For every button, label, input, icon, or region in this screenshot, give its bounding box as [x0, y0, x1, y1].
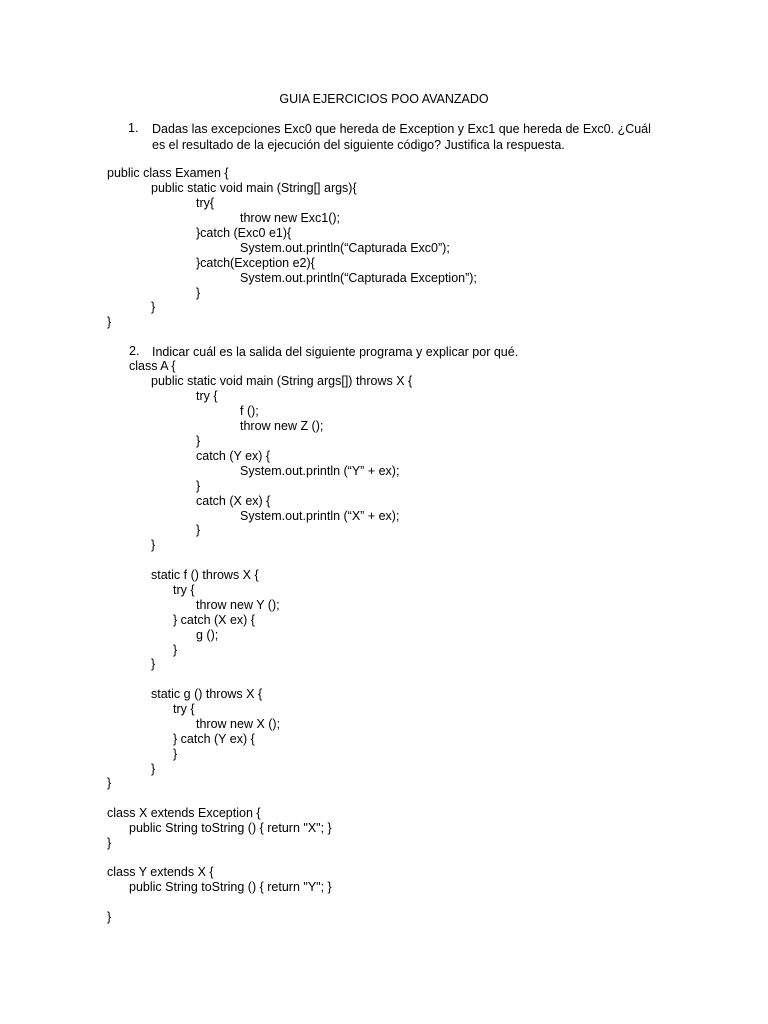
q1-code-line: System.out.println(“Capturada Exc0”);	[240, 241, 450, 255]
q1-code-line: public static void main (String[] args){	[151, 181, 357, 195]
q2-code-line: }	[196, 434, 201, 448]
q2-code-line: }	[151, 762, 156, 776]
q2-code-line: } catch (X ex) {	[173, 613, 255, 627]
q1-code-line: }catch (Exc0 e1){	[196, 226, 292, 240]
q2-code-line: g ();	[196, 628, 219, 642]
q2-code-line: catch (Y ex) {	[196, 449, 271, 463]
q2-code-line: }	[107, 836, 112, 850]
q2-code-line: throw new Z ();	[240, 419, 324, 433]
q2-code-line: catch (X ex) {	[196, 494, 271, 508]
question-1-number: 1.	[128, 121, 139, 135]
q2-code-line: }	[196, 523, 201, 537]
q2-code-line: throw new Y ();	[196, 598, 280, 612]
q1-code-line: public class Examen {	[107, 166, 229, 180]
q1-code-line: }	[107, 315, 112, 329]
q1-code-line: System.out.println(“Capturada Exception”);	[240, 271, 477, 285]
q2-code-line: try {	[196, 389, 218, 403]
q2-code-line: }	[196, 479, 201, 493]
q2-code-line: }	[173, 747, 178, 761]
q2-code-line: throw new X ();	[196, 717, 281, 731]
question-1-text-line-2: es el resultado de la ejecución del siguiente código? Justifica la respuesta.	[152, 138, 565, 152]
q1-code-line: }	[151, 300, 156, 314]
q2-code-line: }	[107, 776, 112, 790]
question-2-number: 2.	[129, 344, 140, 358]
document-title: GUIA EJERCICIOS POO AVANZADO	[279, 92, 489, 106]
q2-code-line: static f () throws X {	[151, 568, 259, 582]
q2-code-line: }	[173, 643, 178, 657]
q2-code-line: System.out.println (“Y” + ex);	[240, 464, 400, 478]
q1-code-line: try{	[196, 196, 215, 210]
q1-code-line: }catch(Exception e2){	[196, 256, 315, 270]
q2-code-line: try {	[173, 583, 195, 597]
q2-code-line: static g () throws X {	[151, 687, 263, 701]
q2-code-line: }	[151, 657, 156, 671]
q2-code-line: class A {	[129, 359, 176, 373]
q2-code-line: try {	[173, 702, 195, 716]
q2-code-line: } catch (Y ex) {	[173, 732, 255, 746]
q2-code-line: class X extends Exception {	[107, 806, 261, 820]
q1-code-line: throw new Exc1();	[240, 211, 341, 225]
question-2-text: Indicar cuál es la salida del siguiente programa y explicar por qué.	[152, 345, 519, 359]
q2-code-line: f ();	[240, 404, 259, 418]
q1-code-line: }	[196, 286, 201, 300]
question-1-text-line-1: Dadas las excepciones Exc0 que hereda de Exception y Exc1 que hereda de Exc0. ¿Cuál	[152, 122, 651, 136]
q2-code-line: }	[107, 910, 112, 924]
q2-code-line: public String toString () { return "X"; }	[129, 821, 332, 835]
q2-code-line: System.out.println (“X” + ex);	[240, 509, 400, 523]
q2-code-line: public static void main (String args[]) throws X {	[151, 374, 413, 388]
q2-code-line: }	[151, 538, 156, 552]
q2-code-line: class Y extends X {	[107, 865, 214, 879]
q2-code-line: public String toString () { return "Y"; }	[129, 880, 332, 894]
